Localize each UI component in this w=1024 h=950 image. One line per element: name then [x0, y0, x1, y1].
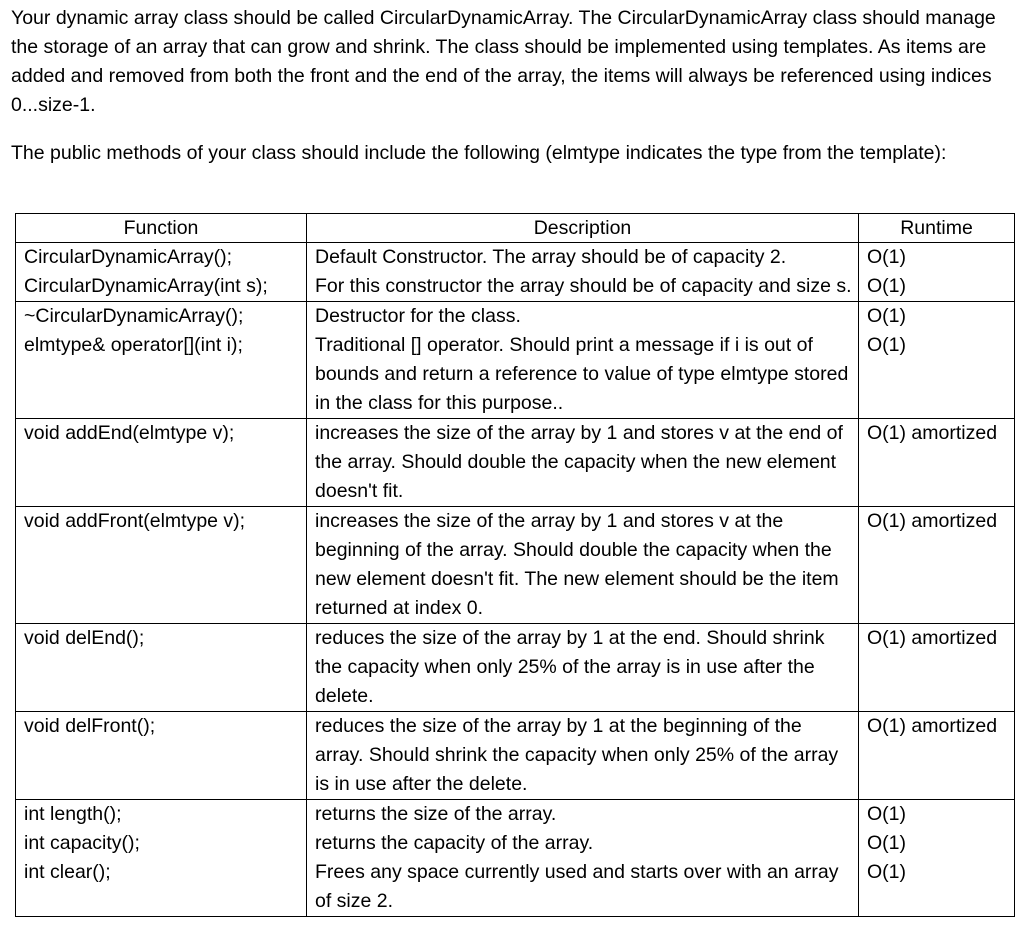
- function-cell: CircularDynamicArray(int s);: [16, 272, 307, 302]
- table-row: [16, 331, 1015, 419]
- description-cell: returns the size of the array.: [307, 800, 859, 830]
- function-cell: int capacity();: [16, 829, 307, 858]
- function-cell: int clear();: [16, 858, 307, 917]
- table-row: [16, 243, 1015, 273]
- function-cell: elmtype& operator[](int i);: [16, 331, 307, 419]
- function-cell: ~CircularDynamicArray();: [16, 302, 307, 332]
- table-row: [16, 712, 1015, 800]
- table-row: [16, 800, 1015, 830]
- function-cell: CircularDynamicArray();: [16, 243, 307, 273]
- runtime-cell: O(1): [859, 331, 1015, 419]
- function-cell: void addEnd(elmtype v);: [16, 419, 307, 507]
- description-cell: Frees any space currently used and starts over with an array of size 2.: [307, 858, 859, 917]
- function-cell: void addFront(elmtype v);: [16, 507, 307, 624]
- table-row: [16, 624, 1015, 712]
- description-cell: returns the capacity of the array.: [307, 829, 859, 858]
- runtime-cell: O(1) amortized: [859, 419, 1015, 507]
- description-cell: Destructor for the class.: [307, 302, 859, 332]
- table-header-row: [16, 214, 1015, 243]
- methods-intro-paragraph: The public methods of your class should include the following (elmtype indicates the type from the template):: [11, 142, 947, 164]
- runtime-cell: O(1): [859, 243, 1015, 273]
- runtime-cell: O(1): [859, 302, 1015, 332]
- runtime-cell: O(1) amortized: [859, 712, 1015, 800]
- runtime-cell: O(1) amortized: [859, 624, 1015, 712]
- description-cell: reduces the size of the array by 1 at the beginning of the array. Should shrink the capacity when only 25% of the array is in use after the delete.: [307, 712, 859, 800]
- table-row: [16, 829, 1015, 858]
- runtime-column-header: Runtime: [859, 214, 1015, 243]
- runtime-cell: O(1): [859, 800, 1015, 830]
- description-cell: reduces the size of the array by 1 at the end. Should shrink the capacity when only 25% of the array is in use after the delete.: [307, 624, 859, 712]
- table-row: [16, 272, 1015, 302]
- runtime-cell: O(1) amortized: [859, 507, 1015, 624]
- runtime-cell: O(1): [859, 858, 1015, 917]
- function-cell: void delFront();: [16, 712, 307, 800]
- intro-paragraph: Your dynamic array class should be called CircularDynamicArray. The CircularDynamicArray class should manage the storage of an array that can grow and shrink. The class should be implemented using templates. As items are added and removed from both the front and the end of the array, the items will always be referenced using indices 0...size-1.: [11, 7, 996, 116]
- description-cell: increases the size of the array by 1 and stores v at the end of the array. Should double the capacity when the new element doesn't fit.: [307, 419, 859, 507]
- table-row: [16, 858, 1015, 917]
- description-cell: For this constructor the array should be of capacity and size s.: [307, 272, 859, 302]
- function-cell: void delEnd();: [16, 624, 307, 712]
- methods-table: [15, 213, 1015, 917]
- runtime-cell: O(1): [859, 829, 1015, 858]
- table-row: [16, 302, 1015, 332]
- description-cell: Default Constructor. The array should be of capacity 2.: [307, 243, 859, 273]
- function-column-header: Function: [16, 214, 307, 243]
- table-row: [16, 419, 1015, 507]
- runtime-cell: O(1): [859, 272, 1015, 302]
- function-cell: int length();: [16, 800, 307, 830]
- description-cell: increases the size of the array by 1 and stores v at the beginning of the array. Should double the capacity when the new element doesn't fit. The new element should be the item returned at index 0.: [307, 507, 859, 624]
- description-cell: Traditional [] operator. Should print a message if i is out of bounds and return a reference to value of type elmtype stored in the class for this purpose..: [307, 331, 859, 419]
- table-row: [16, 507, 1015, 624]
- description-column-header: Description: [307, 214, 859, 243]
